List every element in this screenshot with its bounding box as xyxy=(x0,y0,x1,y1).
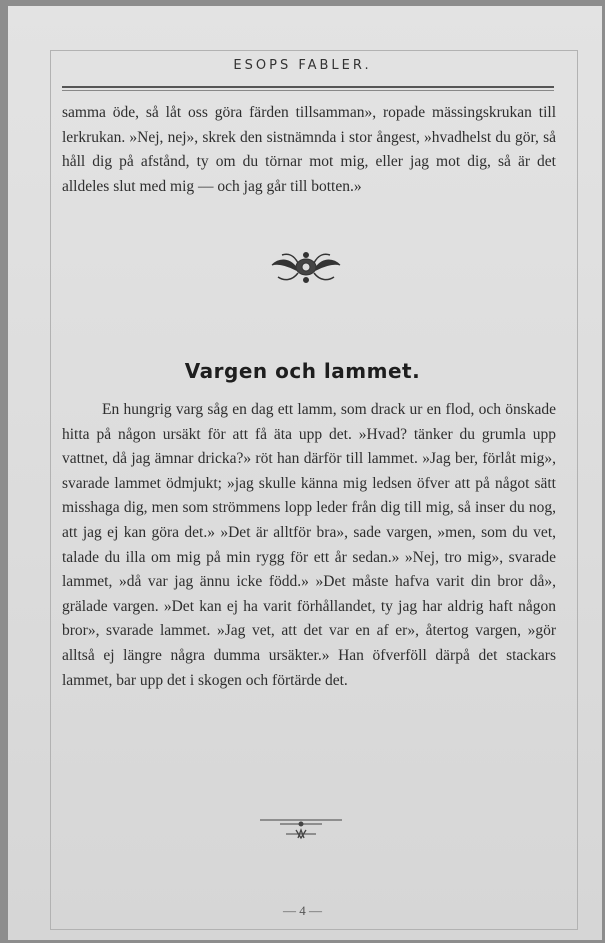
story-title: Vargen och lammet. xyxy=(184,359,421,383)
story-paragraph xyxy=(62,398,556,693)
page-number: — 4 — xyxy=(283,903,322,918)
end-flourish-icon xyxy=(256,812,346,842)
intro-text: samma öde, så låt oss göra färden tillsamman», ropade mässingskrukan till lerkrukan. »Nej, nej», skrek den sistnämnda i stor ångest, »hvadhelst du gör, så håll dig på afstånd, ty om du törnar mot mig, eller jag mot dig, så är det alldeles slut med mig — och jag går till botten.» xyxy=(62,104,556,195)
floral-ornament-icon xyxy=(268,251,344,285)
intro-paragraph xyxy=(62,101,556,199)
header-rule-thin xyxy=(62,90,554,91)
header-rule xyxy=(62,86,554,88)
running-header: ESOPS FABLER. xyxy=(233,58,372,73)
story-text: En hungrig varg såg en dag ett lamm, som drack ur en flod, och önskade hitta på någon ursäkt för att få äta upp det. »Hvad? tänker du grumla upp vattnet, då jag ämnar dricka?» röt han därför till lammet. »Jag ber, förlåt mig», svarade lammet ödmjukt; »jag skulle känna mig ledsen öfver att på något sätt misshaga dig, men som strömmens lopp leder från dig till mig, så inser du nog, att jag ej kan göra det.» »Det är alltför bra», sade vargen, »men, som du vet, talade du illa om mig på min rygg för ett år sedan.» »Nej, tro mig», svarade lammet, »då var jag ännu icke född.» »Det måste hafva varit din bror då», grälade vargen. »Det kan ej ha varit förhållandet, ty jag har aldrig haft någon bror», svarade lammet. »Jag vet, att det var en af er», återtog vargen, »gör alltså ej längre några dumma ursäkter.» Han öfverföll därpå det stackars lammet, bar upp det i skogen och förtärde det. xyxy=(62,401,556,689)
